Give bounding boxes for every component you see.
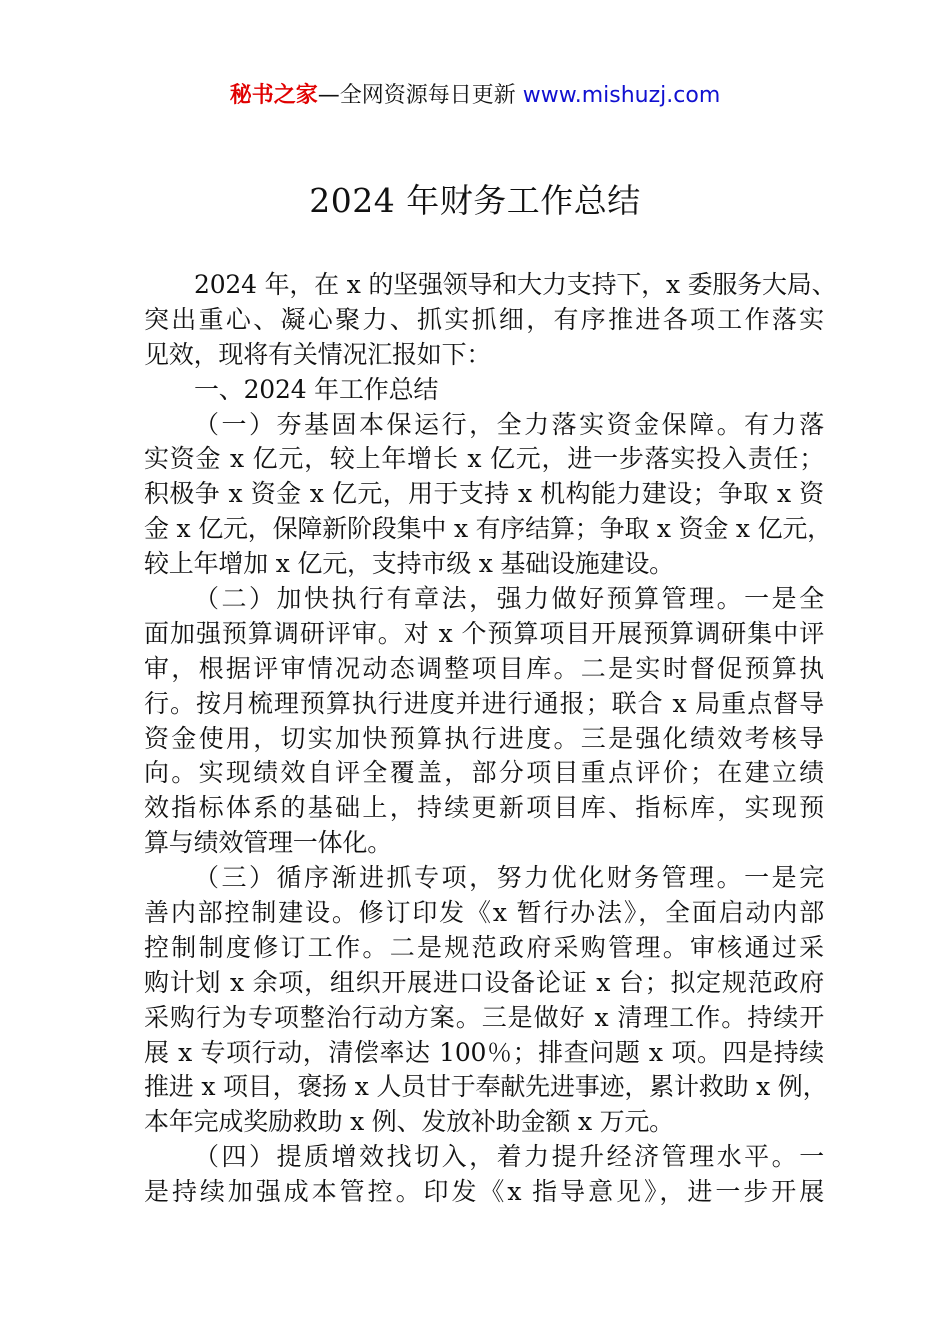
text-line: 购计划 x 余项，组织开展进口设备论证 x 台；拟定规范政府 xyxy=(144,967,824,997)
text-line: 较上年增加 x 亿元，支持市级 x 基础设施建设。 xyxy=(144,549,674,579)
text-line: 积极争 x 资金 x 亿元，用于支持 x 机构能力建设；争取 x 资 xyxy=(144,479,824,509)
text-line: 审，根据评审情况动态调整项目库。二是实时督促预算执 xyxy=(144,653,824,683)
text-line: 面加强预算调研评审。对 x 个预算项目开展预算调研集中评 xyxy=(144,618,824,648)
text-line: 实资金 x 亿元，较上年增长 x 亿元，进一步落实投入责任； xyxy=(144,444,824,474)
text-line: 推进 x 项目，褒扬 x 人员甘于奉献先进事迹，累计救助 x 例， xyxy=(144,1072,828,1102)
text-line: 本年完成奖励救助 x 例、发放补助金额 x 万元。 xyxy=(144,1107,674,1137)
text-line: 采购行为专项整治行动方案。三是做好 x 清理工作。持续开 xyxy=(144,1002,824,1032)
text-line: 效指标体系的基础上，持续更新项目库、指标库，实现预 xyxy=(144,793,824,823)
text-line: （三）循序渐进抓专项，努力优化财务管理。一是完 xyxy=(194,863,824,893)
text-line: （二）加快执行有章法，强力做好预算管理。一是全 xyxy=(194,584,824,614)
site-url-link[interactable]: www.mishuzj.com xyxy=(522,83,721,108)
site-brand: 秘书之家 xyxy=(229,83,318,108)
text-line: 突出重心、凝心聚力、抓实抓细，有序推进各项工作落实 xyxy=(144,304,824,334)
text-line: 2024 年，在 x 的坚强领导和大力支持下，x 委服务大局、 xyxy=(194,270,837,299)
document-body xyxy=(144,268,837,1210)
text-line: 是持续加强成本管控。印发《x 指导意见》，进一步开展 xyxy=(144,1177,824,1207)
text-line: 金 x 亿元，保障新阶段集中 x 有序结算；争取 x 资金 x 亿元， xyxy=(144,514,832,544)
text-line: 行。按月梳理预算执行进度并进行通报；联合 x 局重点督导 xyxy=(144,688,824,718)
text-line: 算与绩效管理一体化。 xyxy=(144,828,393,858)
text-line: 见效，现将有关情况汇报如下： xyxy=(144,339,492,369)
document-title: 2024 年财务工作总结 xyxy=(309,181,641,220)
text-line: 控制制度修订工作。二是规范政府采购管理。审核通过采 xyxy=(144,932,824,962)
text-line: （四）提质增效找切入，着力提升经济管理水平。一 xyxy=(194,1142,824,1172)
text-line: 善内部控制建设。修订印发《x 暂行办法》，全面启动内部 xyxy=(144,898,824,928)
text-line: （一）夯基固本保运行，全力落实资金保障。有力落 xyxy=(194,409,824,439)
text-line: 展 x 专项行动，清偿率达 100％；排查问题 x 项。四是持续 xyxy=(144,1037,824,1067)
site-header xyxy=(0,80,950,112)
text-line: 向。实现绩效自评全覆盖，部分项目重点评价；在建立绩 xyxy=(144,758,824,788)
text-line: 资金使用，切实加快预算执行进度。三是强化绩效考核导 xyxy=(144,723,824,753)
section-heading: 一、2024 年工作总结 xyxy=(194,374,439,404)
site-tagline: —全网资源每日更新 xyxy=(317,83,516,108)
